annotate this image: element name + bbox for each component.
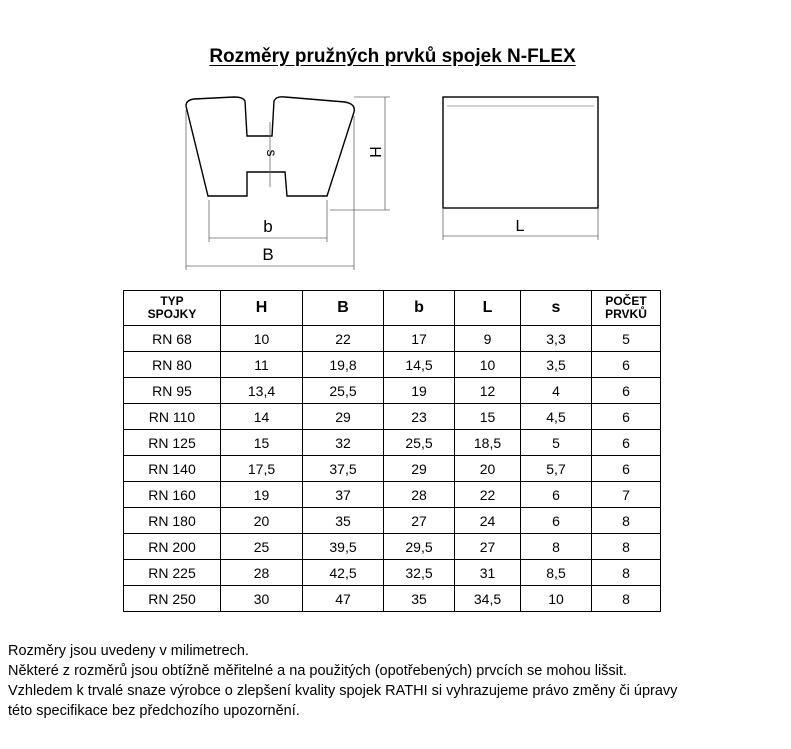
cell-l: 27 — [455, 534, 521, 560]
cell-s: 10 — [521, 586, 592, 612]
cell-s: 5,7 — [521, 456, 592, 482]
cell-b-small: 29,5 — [384, 534, 455, 560]
header-type-line2: SPOJKY — [147, 307, 197, 321]
cell-count: 6 — [592, 378, 661, 404]
cell-b-large: 32 — [303, 430, 384, 456]
cell-count: 5 — [592, 326, 661, 352]
cell-b-small: 28 — [384, 482, 455, 508]
notes-section — [8, 641, 791, 721]
cell-b-large: 37 — [303, 482, 384, 508]
cell-s: 3,3 — [521, 326, 592, 352]
table-row — [124, 326, 661, 352]
cell-type: RN 110 — [124, 404, 221, 430]
page-title: Rozměry pružných prvků spojek N-FLEX — [209, 46, 576, 67]
cell-b-large: 19,8 — [303, 352, 384, 378]
cell-type: RN 125 — [124, 430, 221, 456]
cell-s: 8 — [521, 534, 592, 560]
cell-l: 34,5 — [455, 586, 521, 612]
table-row — [124, 560, 661, 586]
note-units: Rozměry jsou uvedeny v milimetrech. — [8, 643, 249, 659]
header-count — [592, 291, 661, 326]
cell-l: 18,5 — [455, 430, 521, 456]
cell-b-small: 32,5 — [384, 560, 455, 586]
cell-s: 5 — [521, 430, 592, 456]
table-row — [124, 352, 661, 378]
cell-b-small: 19 — [384, 378, 455, 404]
cell-b-large: 29 — [303, 404, 384, 430]
cell-type: RN 180 — [124, 508, 221, 534]
cell-h: 10 — [221, 326, 303, 352]
table-row — [124, 534, 661, 560]
cell-b-small: 23 — [384, 404, 455, 430]
cell-b-large: 37,5 — [303, 456, 384, 482]
note-rights-line1: Vzhledem k trvalé snaze výrobce o zlepšení kvality spojek RATHI si vyhrazujeme právo změny či úpravy — [8, 683, 678, 699]
note-measurability: Některé z rozměrů jsou obtížně měřitelné a na použitých (opotřebených) prvcích se mohou lišsit. — [8, 663, 627, 679]
header-count-line1: POČET — [605, 294, 647, 308]
cell-h: 25 — [221, 534, 303, 560]
cell-b-large: 39,5 — [303, 534, 384, 560]
header-s: s — [521, 291, 592, 326]
cell-b-small: 27 — [384, 508, 455, 534]
cell-s: 3,5 — [521, 352, 592, 378]
header-b-large: B — [303, 291, 384, 326]
cell-type: RN 160 — [124, 482, 221, 508]
table-header-row — [124, 291, 661, 326]
cell-b-large: 22 — [303, 326, 384, 352]
cell-h: 20 — [221, 508, 303, 534]
cell-h: 11 — [221, 352, 303, 378]
cell-count: 8 — [592, 534, 661, 560]
cell-s: 4,5 — [521, 404, 592, 430]
cell-count: 6 — [592, 456, 661, 482]
cell-count: 8 — [592, 560, 661, 586]
cell-l: 22 — [455, 482, 521, 508]
cell-h: 19 — [221, 482, 303, 508]
cell-count: 6 — [592, 404, 661, 430]
cell-count: 7 — [592, 482, 661, 508]
cell-count: 6 — [592, 430, 661, 456]
cell-type: RN 250 — [124, 586, 221, 612]
cell-l: 15 — [455, 404, 521, 430]
cell-type: RN 200 — [124, 534, 221, 560]
cell-h: 30 — [221, 586, 303, 612]
cell-h: 13,4 — [221, 378, 303, 404]
table-row — [124, 404, 661, 430]
cell-l: 10 — [455, 352, 521, 378]
cell-b-small: 35 — [384, 586, 455, 612]
cell-count: 8 — [592, 508, 661, 534]
cell-b-small: 17 — [384, 326, 455, 352]
cell-type: RN 225 — [124, 560, 221, 586]
table-row — [124, 456, 661, 482]
element-front-outline — [443, 97, 598, 208]
cell-count: 8 — [592, 586, 661, 612]
cell-b-small: 25,5 — [384, 430, 455, 456]
cell-h: 14 — [221, 404, 303, 430]
cell-b-small: 14,5 — [384, 352, 455, 378]
cell-s: 4 — [521, 378, 592, 404]
cell-l: 20 — [455, 456, 521, 482]
cell-count: 6 — [592, 352, 661, 378]
b-small-dimension-label: b — [263, 217, 273, 236]
cell-l: 31 — [455, 560, 521, 586]
cell-type: RN 68 — [124, 326, 221, 352]
h-dimension-label: H — [366, 146, 383, 158]
cell-type: RN 80 — [124, 352, 221, 378]
cell-b-large: 42,5 — [303, 560, 384, 586]
cell-l: 24 — [455, 508, 521, 534]
cell-b-large: 47 — [303, 586, 384, 612]
cell-h: 28 — [221, 560, 303, 586]
cell-l: 12 — [455, 378, 521, 404]
table-row — [124, 482, 661, 508]
header-count-line2: PRVKŮ — [605, 307, 647, 321]
table-row — [124, 430, 661, 456]
header-h: H — [221, 291, 303, 326]
cell-h: 17,5 — [221, 456, 303, 482]
header-type-line1: TYP — [160, 294, 184, 308]
cell-h: 15 — [221, 430, 303, 456]
cell-s: 8,5 — [521, 560, 592, 586]
table-row — [124, 378, 661, 404]
cell-s: 6 — [521, 482, 592, 508]
header-l: L — [455, 291, 521, 326]
note-rights-line2: této specifikace bez předchozího upozornění. — [8, 703, 300, 719]
l-dimension-label: L — [515, 218, 525, 235]
s-dimension-label: s — [264, 149, 280, 157]
header-b-small: b — [384, 291, 455, 326]
cell-b-large: 25,5 — [303, 378, 384, 404]
cell-l: 9 — [455, 326, 521, 352]
table-row — [124, 508, 661, 534]
cell-s: 6 — [521, 508, 592, 534]
table-row — [124, 586, 661, 612]
b-large-dimension-label: B — [262, 245, 274, 264]
cell-type: RN 140 — [124, 456, 221, 482]
dimensions-table — [123, 290, 661, 612]
cell-b-large: 35 — [303, 508, 384, 534]
header-type — [124, 291, 221, 326]
dimension-diagram — [0, 0, 791, 285]
cell-type: RN 95 — [124, 378, 221, 404]
cell-b-small: 29 — [384, 456, 455, 482]
